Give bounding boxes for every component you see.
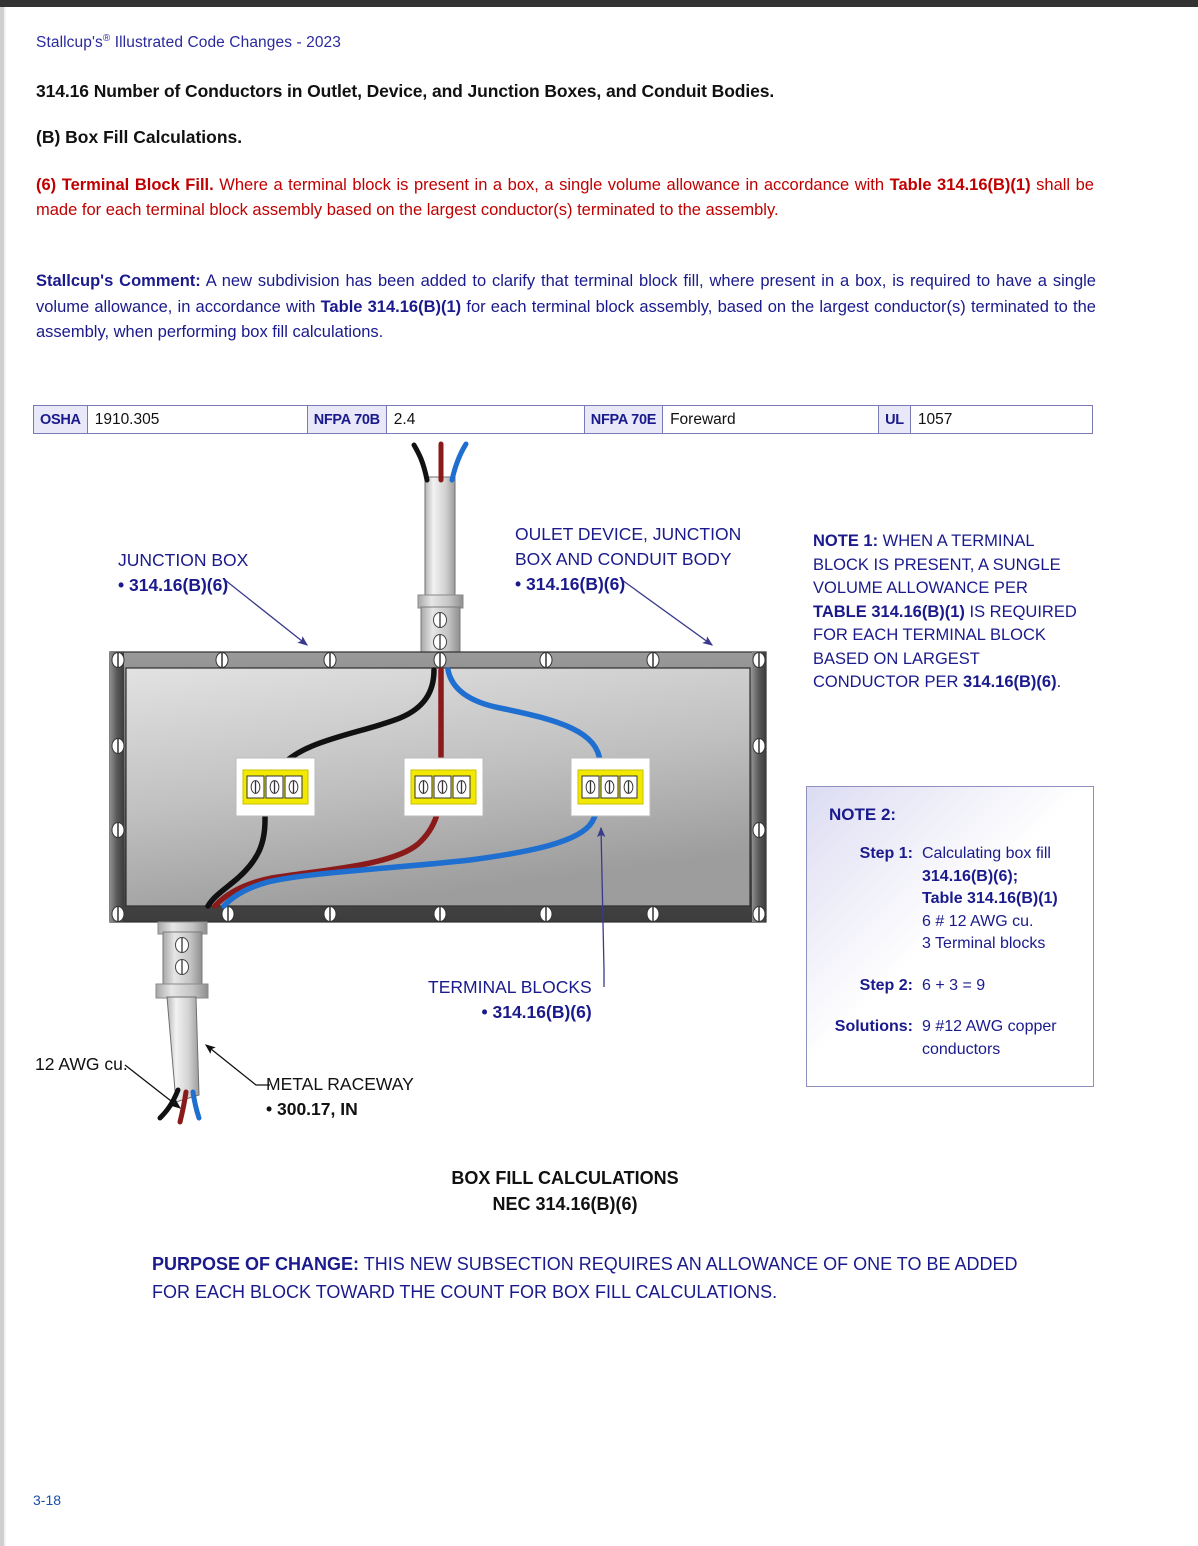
note-1-text-3: . xyxy=(1056,673,1062,691)
code-rule-paragraph xyxy=(36,173,1094,223)
terminal-block-left xyxy=(236,758,315,816)
note-2-step-2-row xyxy=(825,975,1083,998)
label-outlet-device-line2: BOX AND CONDUIT BODY xyxy=(515,549,732,569)
page-top-edge xyxy=(0,0,1198,7)
note-2-solutions-line2: conductors xyxy=(922,1040,1001,1058)
label-metal-raceway xyxy=(266,1072,414,1122)
note-1-text-2: IS REQUIRED FOR EACH TERMINAL BLOCK BASED ON LARGEST CONDUCTOR PER xyxy=(813,602,1077,691)
note-2-step-1-line4: 6 # 12 AWG cu. xyxy=(922,912,1034,930)
note-2-solutions-line1: 9 #12 AWG copper xyxy=(922,1018,1057,1035)
label-outlet-device xyxy=(515,522,741,597)
note-2-step-1-line2: 314.16(B)(6); xyxy=(922,867,1019,885)
ref-value-nfpa70b: 2.4 xyxy=(387,406,585,433)
running-head xyxy=(36,33,341,52)
ref-key-nfpa70b: NFPA 70B xyxy=(308,406,387,433)
ref-key-ul: UL xyxy=(879,406,911,433)
purpose-of-change-text: THIS NEW SUBSECTION REQUIRES AN ALLOWANCE OF ONE TO BE ADDED FOR EACH BLOCK TOWARD THE COUNT FOR BOX FILL CALCULATIONS. xyxy=(152,1254,1018,1302)
rule-text-1: Where a terminal block is present in a box, a single volume allowance in accordance with xyxy=(213,176,890,194)
ref-key-nfpa70e: NFPA 70E xyxy=(585,406,663,433)
subsection-title: (B) Box Fill Calculations. xyxy=(36,127,243,147)
terminal-block-right xyxy=(571,758,650,816)
terminal-block-center xyxy=(404,758,483,816)
label-terminal-blocks-line2: • 314.16(B)(6) xyxy=(481,1002,592,1022)
running-head-pre: Stallcup's xyxy=(36,34,103,52)
note-2-spacer-1 xyxy=(825,958,1083,975)
ref-key-osha: OSHA xyxy=(34,406,88,433)
page-number: 3-18 xyxy=(33,1492,62,1508)
rule-bold-1: Table 314.16(B)(1) xyxy=(889,176,1031,194)
top-metal-raceway xyxy=(414,444,466,670)
note-2-rows xyxy=(825,843,1083,1063)
note-1-text-1: WHEN A TERMINAL BLOCK IS PRESENT, A SUNGLE VOLUME ALLOWANCE PER xyxy=(813,532,1061,597)
note-2-solutions-label: Solutions: xyxy=(834,1018,913,1035)
purpose-of-change-lead: PURPOSE OF CHANGE: xyxy=(152,1254,360,1274)
note-2-step-2-value: 6 + 3 = 9 xyxy=(922,976,986,994)
running-head-post: Illustrated Code Changes - 2023 xyxy=(110,34,342,52)
label-junction-box-line1: JUNCTION BOX xyxy=(118,550,249,570)
label-metal-raceway-line2: • 300.17, IN xyxy=(266,1099,358,1119)
rule-lead: (6) Terminal Block Fill. xyxy=(36,176,214,194)
note-2-step-2-label: Step 2: xyxy=(859,976,913,994)
label-terminal-blocks-line1: TERMINAL BLOCKS xyxy=(428,977,592,997)
label-12-awg-cu: 12 AWG cu. xyxy=(35,1054,128,1074)
label-outlet-device-line1: OULET DEVICE, JUNCTION xyxy=(515,524,742,544)
note-2-box xyxy=(806,786,1094,1087)
note-1-bold-2: 314.16(B)(6) xyxy=(963,673,1057,691)
note-1-lead: NOTE 1: xyxy=(813,532,879,550)
section-title: 314.16 Number of Conductors in Outlet, Device, and Junction Boxes, and Conduit Bodies. xyxy=(36,81,775,101)
reference-bar xyxy=(33,405,1093,434)
note-1 xyxy=(813,530,1081,695)
label-junction-box-line2: • 314.16(B)(6) xyxy=(118,575,229,595)
figure-caption-line2: NEC 314.16(B)(6) xyxy=(492,1194,638,1214)
label-outlet-device-line3: • 314.16(B)(6) xyxy=(515,574,626,594)
note-2-solutions-value xyxy=(922,1016,1083,1061)
note-2-step-1-row xyxy=(825,843,1083,956)
note-2-title: NOTE 2: xyxy=(829,805,897,824)
note-2-step-1-label: Step 1: xyxy=(859,845,913,862)
note-1-bold-1: TABLE 314.16(B)(1) xyxy=(813,602,965,621)
ref-value-osha: 1910.305 xyxy=(88,406,308,433)
rule-text-2: shall be made for each terminal block assembly based on the largest conductor(s) terminated to the assembly. xyxy=(36,176,1094,219)
note-2-step-1-line5: 3 Terminal blocks xyxy=(922,935,1046,952)
ref-value-nfpa70e: Foreward xyxy=(663,406,879,433)
bottom-metal-raceway xyxy=(156,922,208,1122)
note-2-step-1-line1: Calculating box fill xyxy=(922,845,1051,862)
stallcups-comment-paragraph xyxy=(36,269,1096,346)
figure-caption xyxy=(0,1165,1130,1217)
note-2-solutions-row xyxy=(825,1016,1083,1061)
note-2-step-1-line3: Table 314.16(B)(1) xyxy=(922,890,1058,907)
label-junction-box xyxy=(118,548,248,598)
comment-lead: Stallcup's Comment: xyxy=(36,272,201,290)
note-2-spacer-2 xyxy=(825,999,1083,1016)
comment-text-1: A new subdivision has been added to clarify that terminal block fill, where present in a box, is required to have a single volume allowance, in accordance with xyxy=(36,272,1096,316)
comment-bold-1: Table 314.16(B)(1) xyxy=(320,297,462,316)
note-2-step-1-value xyxy=(922,843,1083,956)
ref-value-ul: 1057 xyxy=(917,410,953,428)
comment-text-2: for each terminal block assembly, based on the largest conductor(s) terminated to the assembly, when performing box fill calculations. xyxy=(36,297,1096,341)
registered-mark-icon: ® xyxy=(102,33,111,44)
label-terminal-blocks xyxy=(428,975,592,1025)
figure-caption-line1: BOX FILL CALCULATIONS xyxy=(451,1168,679,1188)
purpose-of-change xyxy=(152,1250,1052,1306)
label-metal-raceway-line1: METAL RACEWAY xyxy=(266,1074,414,1094)
